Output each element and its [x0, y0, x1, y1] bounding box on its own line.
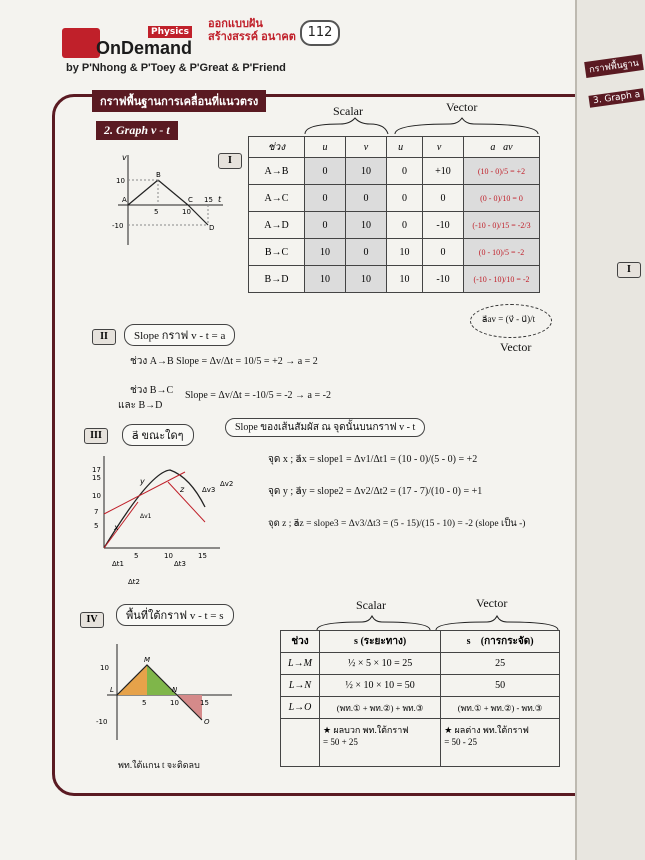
- cell: 0: [387, 212, 423, 239]
- col-u: u: [305, 137, 346, 158]
- cell: B→C: [249, 239, 305, 266]
- tick-y-10: 10: [116, 177, 125, 185]
- part1-table: [248, 136, 540, 293]
- label-dt1: Δt1: [112, 560, 124, 568]
- table-row: [281, 653, 560, 675]
- section-title: กราฟพื้นฐานการเคลื่อนที่แนวตรง: [92, 90, 266, 112]
- cell: 25: [441, 653, 560, 675]
- cell: +10: [423, 158, 464, 185]
- tick-x-15: 15: [200, 699, 209, 707]
- cell: 0: [305, 185, 346, 212]
- subsection-title: 2. Graph v - t: [96, 121, 178, 140]
- label-x: x: [114, 523, 119, 532]
- brace-icons: [300, 116, 550, 138]
- point-a: A: [122, 196, 127, 204]
- cell: 10: [346, 158, 387, 185]
- table-row: [249, 266, 540, 293]
- power-logo-icon: [62, 28, 100, 58]
- cell: 10: [346, 212, 387, 239]
- label-z: z: [180, 485, 185, 494]
- cell: A→D: [249, 212, 305, 239]
- roman-ii-badge: II: [92, 329, 116, 345]
- part2-line2b: และ B→D: [118, 400, 163, 411]
- part4-table: [280, 630, 560, 767]
- label-dv3: Δv3: [202, 486, 216, 494]
- col-displacement: s⃗ (การกระจัด): [441, 631, 560, 653]
- tick-y-neg10: -10: [96, 718, 108, 726]
- cell: ½ × 5 × 10 = 25: [320, 653, 441, 675]
- cell: 0: [423, 239, 464, 266]
- part1-vt-graph: [108, 150, 228, 250]
- cell: L→N: [281, 675, 320, 697]
- tick-x-5: 5: [134, 552, 139, 560]
- label-dv2: Δv2: [220, 480, 234, 488]
- byline: by P'Nhong & P'Toey & P'Great & P'Friend: [66, 62, 286, 74]
- cell: 10: [387, 266, 423, 293]
- table-row: [249, 185, 540, 212]
- part3-row-z: จุด z ; a⃗z = slope3 = Δv3/Δt3 = (5 - 15)/(15 - 10) = -2 (slope เป็น -): [268, 519, 526, 529]
- cell: L→M: [281, 653, 320, 675]
- next-page-subtitle: 3. Graph a: [588, 88, 645, 108]
- part4-pill: พื้นที่ใต้กราฟ v - t = s: [116, 604, 234, 626]
- x-axis-label: t: [218, 195, 222, 204]
- note-scalar-cell: [320, 719, 441, 767]
- cell: (-10 - 10)/10 = -2: [464, 266, 540, 293]
- note-scalar-sum: = 50 + 25: [323, 737, 358, 747]
- y-axis-label: v: [122, 153, 127, 162]
- part3-row-x: จุด x ; a⃗x = slope1 = Δv1/Δt1 = (10 - 0)/(5 - 0) = +2: [268, 454, 478, 465]
- part3-note: Slope ของเส้นสัมผัส ณ จุดนั้นบนกราฟ v - t: [225, 418, 425, 437]
- label-dv1: Δv1: [140, 513, 152, 520]
- cell: -10: [423, 212, 464, 239]
- label-dt3: Δt3: [174, 560, 186, 568]
- tick-y-17: 17: [92, 466, 101, 474]
- cell: L→O: [281, 697, 320, 719]
- part2-line2a: ช่วง B→C: [130, 385, 174, 396]
- tick-x-5: 5: [142, 699, 147, 707]
- label-y: y: [140, 477, 145, 486]
- part3-row-y: จุด y ; a⃗y = slope2 = Δv2/Δt2 = (17 - 7)/(10 - 0) = +1: [268, 486, 483, 497]
- note-vector-sum: = 50 - 25: [444, 737, 478, 747]
- cell: 0: [387, 185, 423, 212]
- point-b: B: [156, 171, 161, 179]
- col-distance: s (ระยะทาง): [320, 631, 441, 653]
- cell: 0: [305, 212, 346, 239]
- tick-x-10: 10: [170, 699, 179, 707]
- note-vector: ★ ผลต่าง พท.ใต้กราฟ: [444, 725, 529, 735]
- next-page-roman: I: [617, 262, 641, 278]
- part2-line2: Slope = Δv/Δt = -10/5 = -2 → a = -2: [185, 390, 331, 401]
- col-range: ช่วง: [249, 137, 305, 158]
- col-range: ช่วง: [281, 631, 320, 653]
- brand-name: OnDemand: [96, 38, 193, 58]
- cell: ½ × 10 × 10 = 50: [320, 675, 441, 697]
- formula-vector-tag: Vector: [500, 340, 532, 354]
- cell: (พท.① + พท.②) - พท.③: [441, 697, 560, 719]
- cell: A→C: [249, 185, 305, 212]
- cell: 10: [387, 239, 423, 266]
- cell: A→B: [249, 158, 305, 185]
- cell: (0 - 0)/10 = 0: [464, 185, 540, 212]
- part4-scalar-label: Scalar: [356, 598, 386, 612]
- table-row: [281, 697, 560, 719]
- note-vector-cell: [441, 719, 560, 767]
- next-page-edge: [575, 0, 645, 860]
- vector-label-top: Vector: [446, 100, 478, 114]
- cell: 0: [423, 185, 464, 212]
- col-v-vec: v⃗: [423, 137, 464, 158]
- point-c: C: [188, 196, 193, 204]
- cell: 0: [346, 239, 387, 266]
- point-l: L: [110, 686, 114, 694]
- tick-y-7: 7: [94, 508, 99, 516]
- curve-line: [104, 470, 205, 548]
- table-header-row: [281, 631, 560, 653]
- page-number: 112: [300, 20, 340, 46]
- point-n: N: [172, 686, 178, 694]
- cell: (0 - 10)/5 = -2: [464, 239, 540, 266]
- cell: (พท.① + พท.②) + พท.③: [320, 697, 441, 719]
- tick-x-10: 10: [164, 552, 173, 560]
- segment-ab: [128, 180, 158, 205]
- table-header-row: [249, 137, 540, 158]
- point-m: M: [144, 656, 151, 664]
- part4-vector-label: Vector: [476, 596, 508, 610]
- cell: 10: [305, 239, 346, 266]
- part2-pill: Slope กราฟ v - t = a: [124, 324, 235, 346]
- col-u-vec: u⃗: [387, 137, 423, 158]
- tick-x-10: 10: [182, 208, 191, 216]
- part3-vt-graph: [90, 452, 250, 592]
- cell: 10: [346, 266, 387, 293]
- tick-x-15: 15: [198, 552, 207, 560]
- cell: 0: [346, 185, 387, 212]
- physics-label: Physics: [148, 26, 192, 38]
- part2-line1: ช่วง A→B Slope = Δv/Δt = 10/5 = +2 → a = 2: [130, 356, 318, 367]
- segment-cd: [188, 205, 208, 225]
- table-row: [249, 158, 540, 185]
- brand-thai: ออกแบบฝัน สร้างสรรค์ อนาคต: [208, 18, 296, 43]
- scalar-label-top: Scalar: [333, 104, 363, 118]
- roman-iii-badge: III: [84, 428, 108, 444]
- cell: B→D: [249, 266, 305, 293]
- roman-iv-badge: IV: [80, 612, 104, 628]
- tick-y-5: 5: [94, 522, 99, 530]
- part4-vt-graph: [92, 640, 242, 760]
- cell: (10 - 0)/5 = +2: [464, 158, 540, 185]
- cell: 0: [387, 158, 423, 185]
- tick-x-5: 5: [154, 208, 159, 216]
- cell: 50: [441, 675, 560, 697]
- cell: (-10 - 0)/15 = -2/3: [464, 212, 540, 239]
- part4-graph-caption: พท.ใต้แกน t จะติดลบ: [118, 760, 200, 770]
- tick-y-10: 10: [92, 492, 101, 500]
- cell: 0: [305, 158, 346, 185]
- note-scalar: ★ ผลบวก พท.ใต้กราฟ: [323, 725, 409, 735]
- table-row: [281, 675, 560, 697]
- part3-pill: a⃗ ขณะใดๆ: [122, 424, 194, 446]
- point-d: D: [209, 224, 215, 232]
- segment-bc: [158, 180, 188, 205]
- tick-x-15: 15: [204, 196, 213, 204]
- roman-i-badge: I: [218, 153, 242, 169]
- formula-text: a⃗av = (v⃗ - u⃗)/t: [482, 314, 536, 324]
- tick-y-neg10: -10: [112, 222, 124, 230]
- table-row: [249, 212, 540, 239]
- cell: -10: [423, 266, 464, 293]
- tick-y-10: 10: [100, 664, 109, 672]
- next-page-title: กราฟพื้นฐาน: [584, 54, 644, 78]
- table-row-notes: [281, 719, 560, 767]
- table-row: [249, 239, 540, 266]
- cell: 10: [305, 266, 346, 293]
- point-o: O: [204, 718, 210, 726]
- col-a-av: a⃗av: [464, 137, 540, 158]
- col-v: v: [346, 137, 387, 158]
- label-dt2: Δt2: [128, 578, 140, 586]
- tick-y-15: 15: [92, 474, 101, 482]
